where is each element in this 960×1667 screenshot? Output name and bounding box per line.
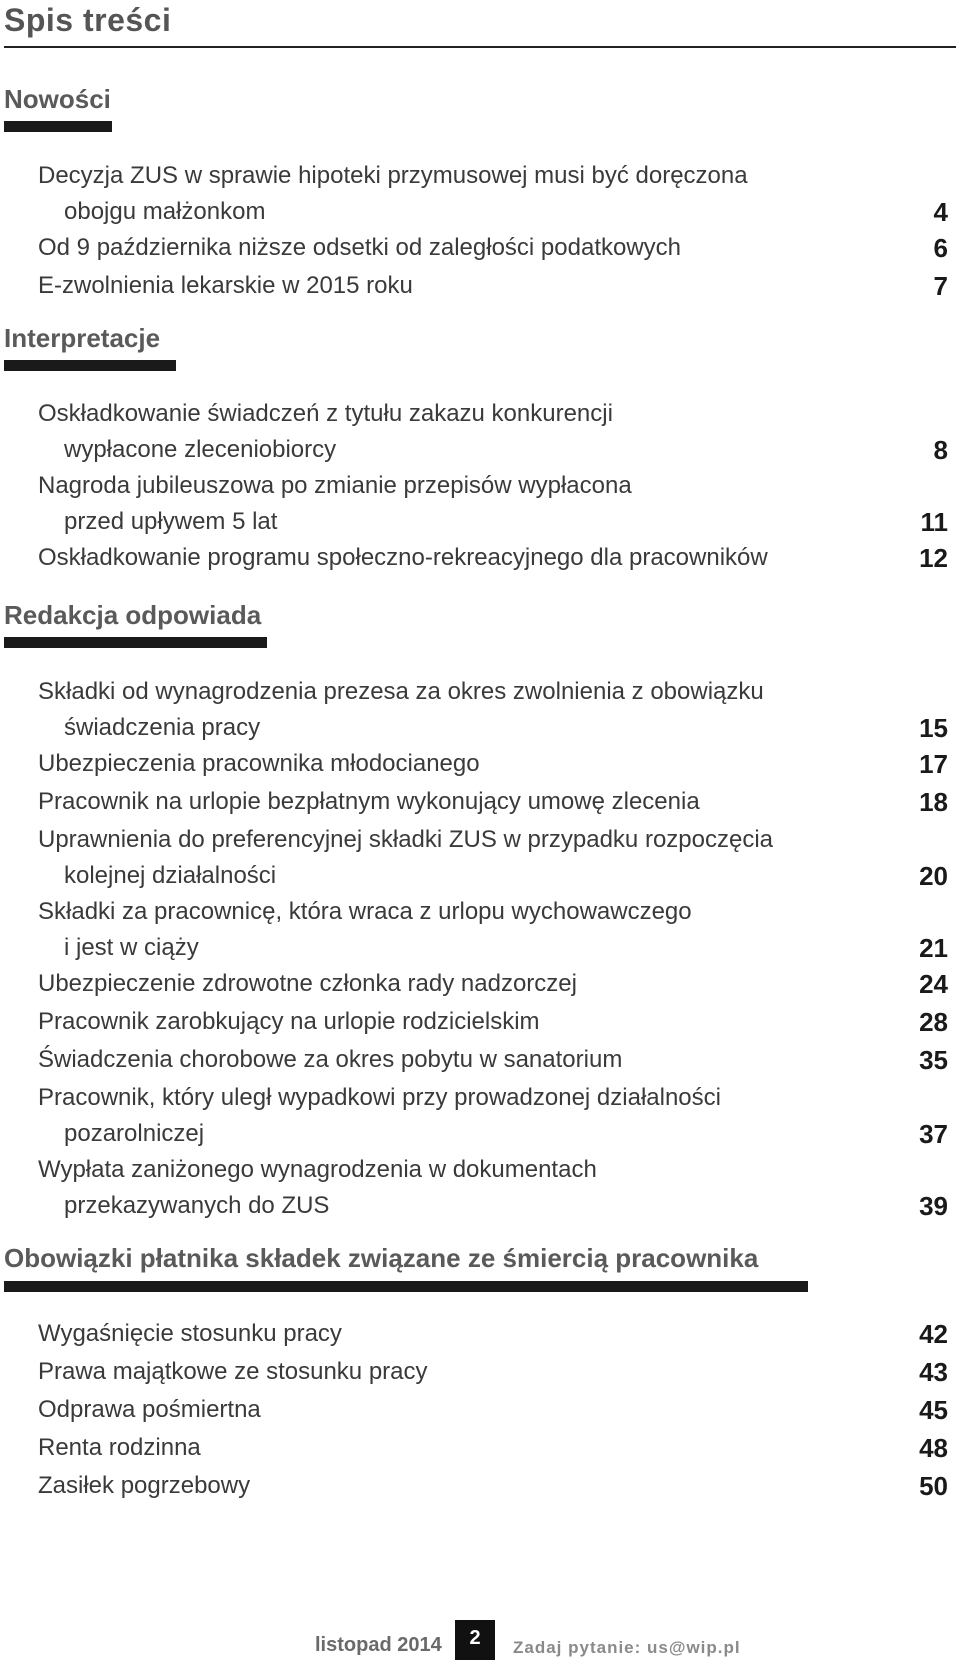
- toc-entry-title: Zasiłek pogrzebowy: [38, 1472, 251, 1499]
- section-underline-bar: [4, 637, 267, 648]
- toc-entry[interactable]: [38, 1430, 952, 1466]
- toc-entry-title: Oskładkowanie programu społeczno-rekreacyjnego dla pracowników: [38, 544, 768, 571]
- toc-entry[interactable]: [38, 1392, 952, 1428]
- toc-page-number: 21: [919, 933, 948, 963]
- toc-page-number: 43: [919, 1357, 948, 1387]
- toc-entry-title-continued: przed upływem 5 lat: [64, 508, 278, 535]
- toc-entry[interactable]: [38, 966, 952, 1002]
- toc-page-number: 24: [919, 969, 948, 999]
- toc-page-number: 37: [919, 1119, 948, 1149]
- toc-page-number: 18: [919, 787, 948, 817]
- toc-entry-title: Decyzja ZUS w sprawie hipoteki przymusowej musi być doręczona: [38, 162, 748, 189]
- toc-entry[interactable]: [38, 822, 952, 894]
- toc-entry-title: Pracownik zarobkujący na urlopie rodzicielskim: [38, 1008, 540, 1035]
- toc-entry-title-continued: i jest w ciąży: [64, 934, 199, 961]
- toc-page-number: 50: [919, 1471, 948, 1501]
- toc-entry-title: Wygaśnięcie stosunku pracy: [38, 1320, 342, 1347]
- toc-entry[interactable]: [38, 396, 952, 468]
- toc-entry-title: Pracownik na urlopie bezpłatnym wykonujący umowę zlecenia: [38, 788, 700, 815]
- toc-page-number: 11: [920, 507, 948, 537]
- toc-entry[interactable]: [38, 1152, 952, 1224]
- toc-entry-title: Składki za pracownicę, która wraca z urlopu wychowawczego: [38, 898, 692, 925]
- toc-entry-title-continued: przekazywanych do ZUS: [64, 1192, 330, 1219]
- toc-page-number: 48: [919, 1433, 948, 1463]
- toc-entry-title: Uprawnienia do preferencyjnej składki ZUS w przypadku rozpoczęcia: [38, 826, 774, 853]
- toc-entry-title: Renta rodzinna: [38, 1434, 201, 1461]
- toc-page-number: 17: [919, 749, 948, 779]
- toc-entry[interactable]: [38, 1354, 952, 1390]
- toc-page-number: 4: [933, 197, 948, 227]
- toc-entry[interactable]: [38, 894, 952, 966]
- toc-entry[interactable]: [38, 1316, 952, 1352]
- section-heading: Nowości: [4, 84, 111, 114]
- footer-date: listopad 2014: [315, 1634, 442, 1656]
- footer-contact: Zadaj pytanie: us@wip.pl: [513, 1638, 741, 1657]
- section-heading: Interpretacje: [4, 323, 161, 353]
- toc-page-number: 35: [919, 1045, 948, 1075]
- toc-entry[interactable]: [38, 468, 952, 540]
- toc-entry-title: Pracownik, który uległ wypadkowi przy prowadzonej działalności: [38, 1084, 721, 1111]
- toc-page-number: 8: [933, 435, 948, 465]
- toc-entry[interactable]: [38, 784, 952, 820]
- toc-entry[interactable]: [38, 1042, 952, 1078]
- toc-entry[interactable]: [38, 1080, 952, 1152]
- toc-page-number: 28: [919, 1007, 948, 1037]
- toc-entry-title: Wypłata zaniżonego wynagrodzenia w dokumentach: [38, 1156, 597, 1183]
- toc-entry-title: E-zwolnienia lekarskie w 2015 roku: [38, 272, 413, 299]
- toc-entry-title-continued: wypłacone zleceniobiorcy: [64, 436, 337, 463]
- toc-entry-title: Nagroda jubileuszowa po zmianie przepisów wypłacona: [38, 472, 632, 499]
- toc-page-number: 42: [919, 1319, 948, 1349]
- toc-entry-title-continued: obojgu małżonkom: [64, 198, 266, 225]
- toc-entry[interactable]: [38, 268, 952, 304]
- toc-entry-title: Od 9 października niższe odsetki od zaległości podatkowych: [38, 234, 682, 261]
- toc-entry-title-continued: kolejnej działalności: [64, 862, 277, 889]
- toc-page-number: 15: [919, 713, 948, 743]
- toc-entry[interactable]: [38, 158, 952, 230]
- toc-entry-title: Świadczenia chorobowe za okres pobytu w sanatorium: [38, 1046, 623, 1073]
- toc-entry[interactable]: [38, 746, 952, 782]
- section-underline-bar: [4, 360, 176, 371]
- section-underline-bar: [4, 121, 112, 132]
- toc-entry-title: Odprawa pośmiertna: [38, 1396, 261, 1423]
- toc-entry[interactable]: [38, 540, 952, 576]
- section-underline-bar: [4, 1281, 808, 1292]
- section-heading: Obowiązki płatnika składek związane ze śmiercią pracownika: [4, 1243, 759, 1273]
- toc-page-number: 39: [919, 1191, 948, 1221]
- page-title: Spis treści: [4, 2, 172, 38]
- toc-entry[interactable]: [38, 1468, 952, 1504]
- toc-entry[interactable]: [38, 230, 952, 266]
- toc-entry-title-continued: świadczenia pracy: [64, 714, 261, 741]
- toc-page-number: 45: [919, 1395, 948, 1425]
- toc-entry-title: Prawa majątkowe ze stosunku pracy: [38, 1358, 428, 1385]
- toc-entry[interactable]: [38, 674, 952, 746]
- footer-page-number: 2: [455, 1620, 495, 1660]
- toc-entry[interactable]: [38, 1004, 952, 1040]
- toc-entry-title: Składki od wynagrodzenia prezesa za okres zwolnienia z obowiązku: [38, 678, 764, 705]
- toc-entry-title: Ubezpieczenia pracownika młodocianego: [38, 750, 480, 777]
- toc-page-number: 20: [919, 861, 948, 891]
- toc-page-number: 12: [919, 543, 948, 573]
- title-divider: [4, 46, 956, 48]
- section-heading: Redakcja odpowiada: [4, 600, 262, 630]
- toc-entry-title-continued: pozarolniczej: [64, 1120, 205, 1147]
- toc-page-number: 6: [933, 233, 948, 263]
- toc-entry-title: Ubezpieczenie zdrowotne członka rady nadzorczej: [38, 970, 577, 997]
- toc-page-number: 7: [933, 271, 948, 301]
- toc-entry-title: Oskładkowanie świadczeń z tytułu zakazu konkurencji: [38, 400, 613, 427]
